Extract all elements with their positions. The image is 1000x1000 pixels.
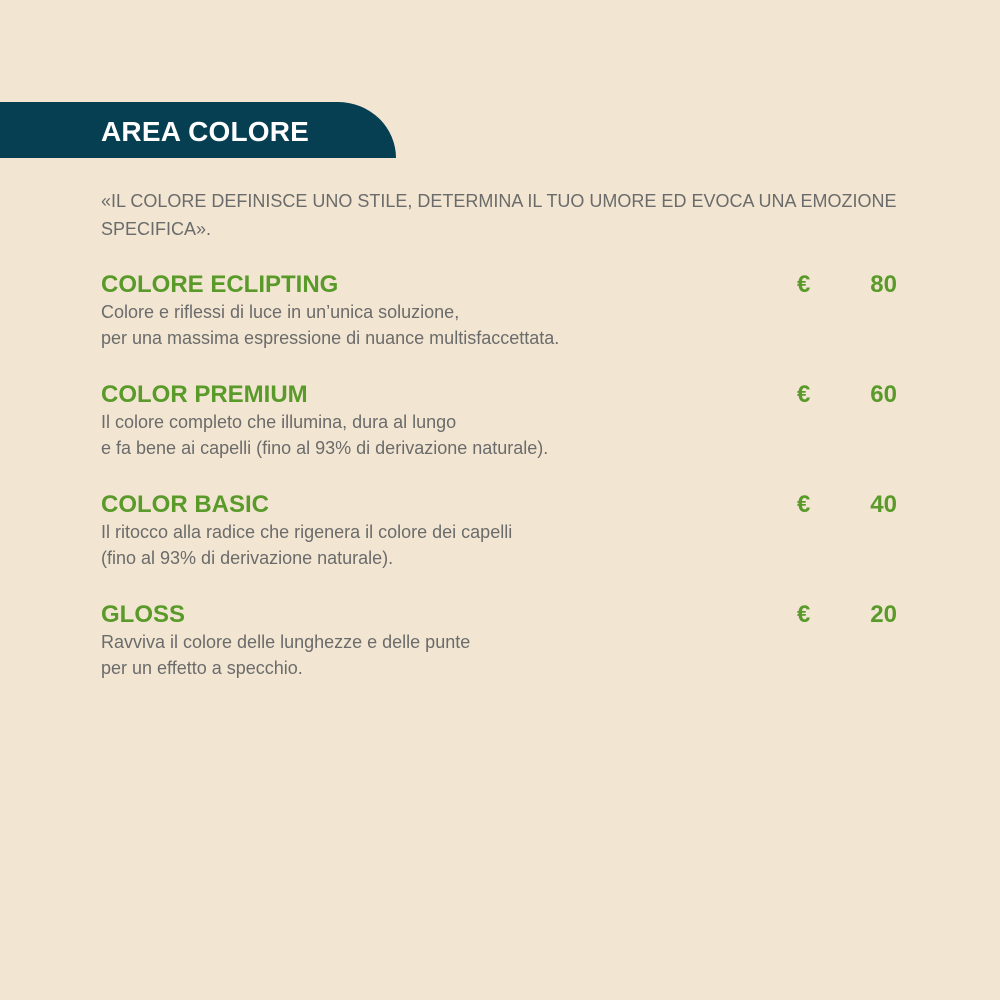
service-name: COLOR BASIC	[101, 491, 269, 518]
service-description-line: per un effetto a specchio.	[101, 658, 303, 678]
service-item	[101, 489, 897, 599]
service-price: 40	[870, 491, 897, 518]
service-item	[101, 269, 897, 379]
service-price: 60	[870, 381, 897, 408]
service-description-line: (fino al 93% di derivazione naturale).	[101, 548, 394, 568]
service-name: COLOR PREMIUM	[101, 381, 308, 408]
service-description-line: per una massima espressione di nuance multisfaccettata.	[101, 328, 560, 348]
service-price: 20	[870, 601, 897, 628]
service-description-line: Il ritocco alla radice che rigenera il colore dei capelli	[101, 522, 513, 542]
service-price: 80	[870, 271, 897, 298]
service-description	[101, 409, 741, 461]
currency-symbol: €	[797, 381, 811, 408]
currency-symbol: €	[797, 491, 811, 518]
service-description	[101, 299, 741, 351]
service-description-line: Ravviva il colore delle lunghezze e delle punte	[101, 632, 471, 652]
service-description	[101, 519, 741, 571]
intro-quote: «IL COLORE DEFINISCE UNO STILE, DETERMINA IL TUO UMORE ED EVOCA UNA EMOZIONE SPECIFICA».	[101, 191, 897, 239]
service-description-line: Colore e riflessi di luce in un’unica soluzione,	[101, 302, 460, 322]
service-name: GLOSS	[101, 601, 186, 628]
section-header-tab	[0, 102, 396, 158]
service-description-line: e fa bene ai capelli (fino al 93% di derivazione naturale).	[101, 438, 549, 458]
currency-symbol: €	[797, 271, 811, 298]
service-list	[101, 269, 897, 709]
service-description-line: Il colore completo che illumina, dura al lungo	[101, 412, 457, 432]
service-description	[101, 629, 741, 681]
service-item	[101, 379, 897, 489]
service-name: COLORE ECLIPTING	[101, 271, 339, 298]
currency-symbol: €	[797, 601, 811, 628]
service-item	[101, 599, 897, 709]
section-title: AREA COLORE	[101, 116, 310, 147]
